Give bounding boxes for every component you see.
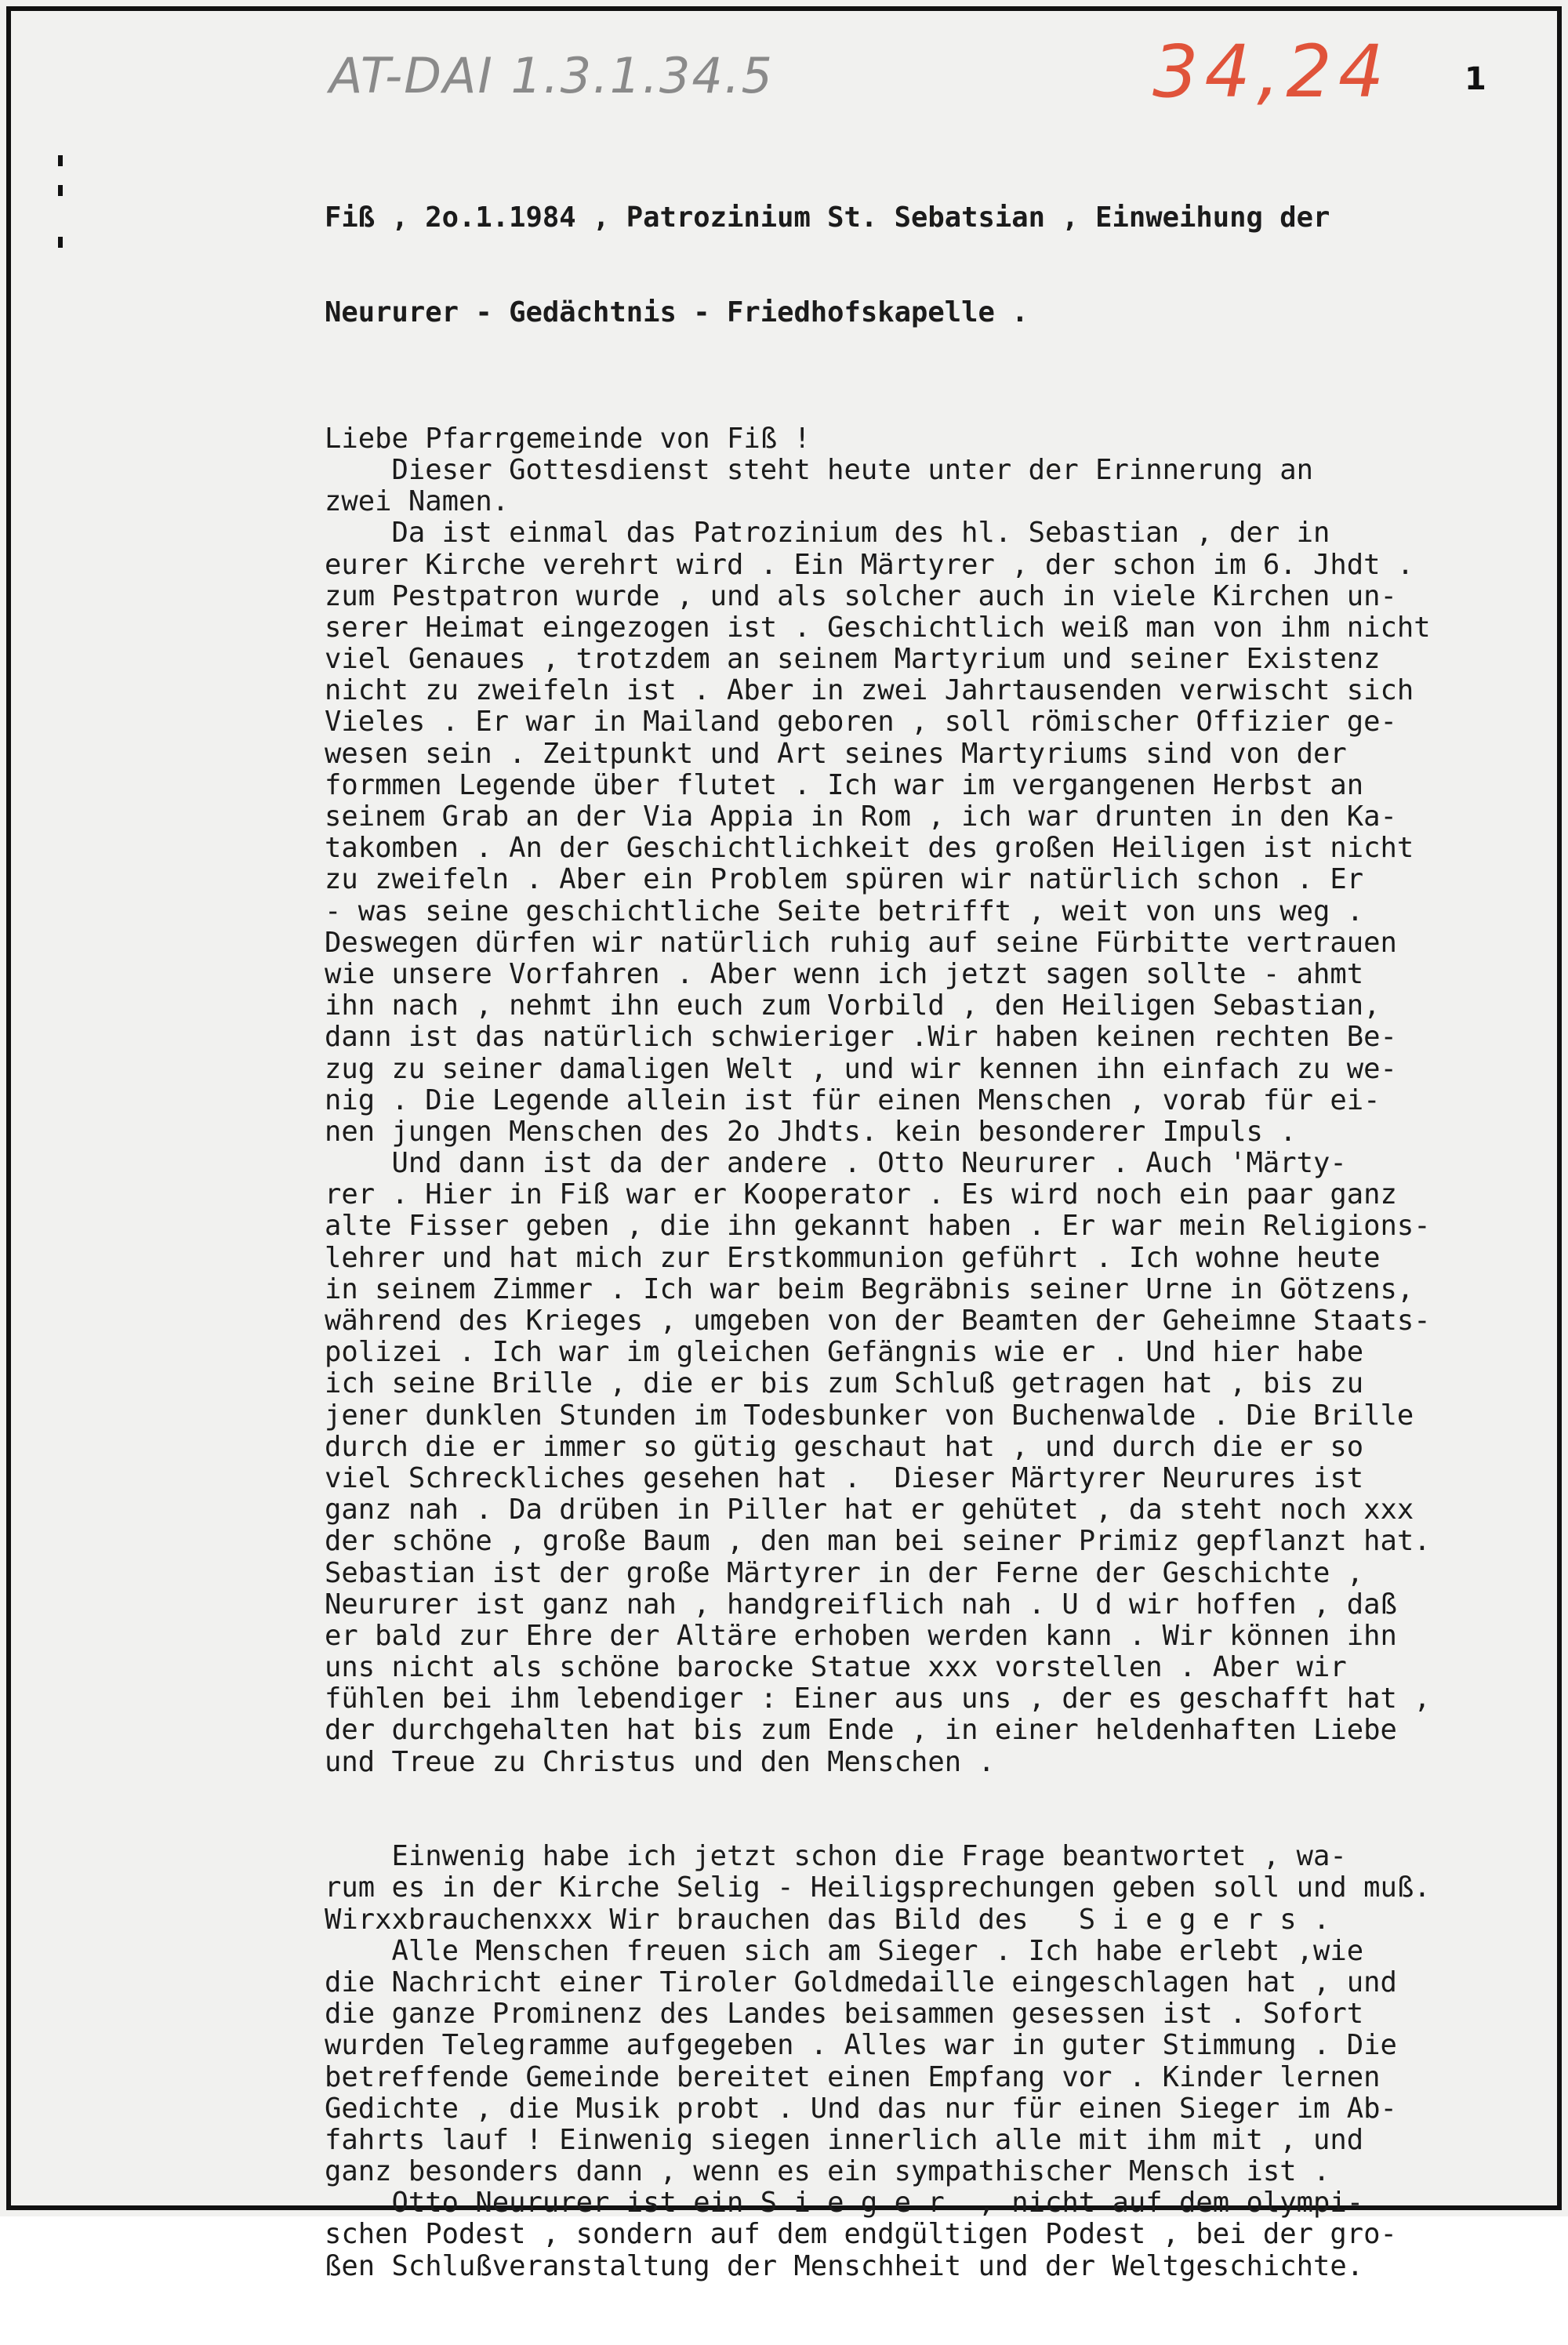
text-line: uns nicht als schöne barocke Statue xxx vorstellen . Aber wir xyxy=(325,1651,1347,1684)
text-line: Deswegen dürfen wir natürlich ruhig auf seine Fürbitte vertrauen xyxy=(325,926,1397,959)
text-line: alte Fisser geben , die ihn gekannt haben . Er war mein Religions- xyxy=(325,1210,1431,1243)
text-line: Neururer ist ganz nah , handgreiflich nah . U d wir hoffen , daß xyxy=(325,1588,1397,1621)
text-line: seinem Grab an der Via Appia in Rom , ich war drunten in den Ka- xyxy=(325,800,1397,833)
text-line: Da ist einmal das Patrozinium des hl. Sebastian , der in xyxy=(325,517,1330,550)
margin-mark xyxy=(58,237,63,248)
text-line: takomben . An der Geschichtlichkeit des großen Heiligen ist nicht xyxy=(325,832,1414,865)
text-line: Dieser Gottesdienst steht heute unter der Erinnerung an xyxy=(325,453,1313,486)
text-line xyxy=(325,392,1548,423)
text-line: ßen Schlußveranstaltung der Menschheit und der Weltgeschichte. xyxy=(325,2249,1364,2282)
text-line: wurden Telegramme aufgegeben . Alles war in guter Stimmung . Die xyxy=(325,2029,1397,2062)
text-line: rum es in der Kirche Selig - Heiligsprechungen geben soll und muß. xyxy=(325,1871,1431,1904)
text-line: ganz besonders dann , wenn es ein sympathischer Mensch ist . xyxy=(325,2155,1330,2188)
text-line: ganz nah . Da drüben in Piller hat er gehütet , da steht noch xxx xyxy=(325,1494,1414,1526)
margin-mark xyxy=(58,185,63,196)
text-line: jener dunklen Stunden im Todesbunker von Buchenwalde . Die Brille xyxy=(325,1399,1414,1432)
text-line: rer . Hier in Fiß war er Kooperator . Es wird noch ein paar ganz xyxy=(325,1178,1397,1211)
text-line: fahrts lauf ! Einwenig siegen innerlich alle mit ihm mit , und xyxy=(325,2123,1364,2156)
text-line: wesen sein . Zeitpunkt und Art seines Martyriums sind von der xyxy=(325,737,1347,770)
text-line: dann ist das natürlich schwieriger .Wir haben keinen rechten Be- xyxy=(325,1021,1397,1054)
folio-number: 34,24 xyxy=(1152,30,1391,114)
heading-line: Fiß , 2o.1.1984 , Patrozinium St. Sebatsian , Einweihung der xyxy=(325,201,1330,234)
text-line: während des Krieges , umgeben von der Beamten der Geheimne Staats- xyxy=(325,1305,1431,1338)
text-line: betreffende Gemeinde bereitet einen Empfang vor . Kinder lernen xyxy=(325,2060,1381,2093)
text-line: und Treue zu Christus und den Menschen . xyxy=(325,1745,995,1778)
margin-mark xyxy=(58,155,63,166)
page-number: 1 xyxy=(1465,61,1486,97)
text-line: nicht zu zweifeln ist . Aber in zwei Jahrtausenden verwischt sich xyxy=(325,674,1414,707)
text-line: Einwenig habe ich jetzt schon die Frage beantwortet , wa- xyxy=(325,1840,1347,1873)
text-line xyxy=(325,1778,1548,1810)
text-line: wie unsere Vorfahren . Aber wenn ich jetzt sagen sollte - ahmt xyxy=(325,957,1364,990)
text-line: - was seine geschichtliche Seite betrifft , weit von uns weg . xyxy=(325,895,1364,927)
text-line: die Nachricht einer Tiroler Goldmedaille eingeschlagen hat , und xyxy=(325,1966,1397,1998)
text-line: Sebastian ist der große Märtyrer in der Ferne der Geschichte , xyxy=(325,1556,1364,1589)
text-line: zu zweifeln . Aber ein Problem spüren wir natürlich schon . Er xyxy=(325,863,1364,896)
text-line: viel Genaues , trotzdem an seinem Martyrium und seiner Existenz xyxy=(325,643,1381,676)
text-line: Otto Neururer ist ein S i e g e r , nicht auf dem olympi- xyxy=(325,2187,1364,2220)
typed-text xyxy=(325,140,1548,2345)
body-text xyxy=(325,392,1548,2282)
text-line: ich seine Brille , die er bis zum Schluß getragen hat , bis zu xyxy=(325,1367,1364,1400)
text-line: Und dann ist da der andere . Otto Neururer . Auch 'Märty- xyxy=(325,1147,1347,1180)
text-line: in seinem Zimmer . Ich war beim Begräbnis seiner Urne in Götzens, xyxy=(325,1272,1414,1305)
text-line: lehrer und hat mich zur Erstkommunion geführt . Ich wohne heute xyxy=(325,1241,1381,1274)
text-line: zum Pestpatron wurde , und als solcher auch in viele Kirchen un- xyxy=(325,579,1397,612)
text-line: die ganze Prominenz des Landes beisammen gesessen ist . Sofort xyxy=(325,1998,1364,2031)
text-line: serer Heimat eingezogen ist . Geschichtlich weiß man von ihm nicht xyxy=(325,611,1431,644)
text-line: ihn nach , nehmt ihn euch zum Vorbild , den Heiligen Sebastian, xyxy=(325,989,1381,1022)
text-line: formmen Legende über flutet . Ich war im vergangenen Herbst an xyxy=(325,768,1364,801)
text-line: Alle Menschen freuen sich am Sieger . Ich habe erlebt ,wie xyxy=(325,1934,1364,1967)
text-line: Wirxxbrauchenxxx Wir brauchen das Bild des S i e g e r s . xyxy=(325,1903,1330,1936)
text-line: Liebe Pfarrgemeinde von Fiß ! xyxy=(325,422,811,455)
text-line: Vieles . Er war in Mailand geboren , soll römischer Offizier ge- xyxy=(325,706,1397,739)
text-line: der schöne , große Baum , den man bei seiner Primiz gepflanzt hat. xyxy=(325,1525,1431,1558)
text-line: fühlen bei ihm lebendiger : Einer aus uns , der es geschafft hat , xyxy=(325,1683,1431,1715)
heading-line: Neururer - Gedächtnis - Friedhofskapelle . xyxy=(325,296,1029,329)
text-line: Gedichte , die Musik probt . Und das nur für einen Sieger im Ab- xyxy=(325,2092,1397,2125)
text-line: der durchgehalten hat bis zum Ende , in einer heldenhaften Liebe xyxy=(325,1714,1397,1747)
text-line: zwei Namen. xyxy=(325,485,510,518)
text-line: polizei . Ich war im gleichen Gefängnis wie er . Und hier habe xyxy=(325,1336,1364,1369)
text-line: nig . Die Legende allein ist für einen Menschen , vorab für ei- xyxy=(325,1084,1381,1116)
text-line: eurer Kirche verehrt wird . Ein Märtyrer , der schon im 6. Jhdt . xyxy=(325,548,1414,581)
text-line: viel Schreckliches gesehen hat . Dieser Märtyrer Neurures ist xyxy=(325,1461,1364,1494)
text-line: nen jungen Menschen des 2o Jhdts. kein besonderer Impuls . xyxy=(325,1115,1297,1148)
text-line: er bald zur Ehre der Altäre erhoben werden kann . Wir können ihn xyxy=(325,1619,1397,1652)
text-line: schen Podest , sondern auf dem endgültigen Podest , bei der gro- xyxy=(325,2218,1397,2251)
text-line: zug zu seiner damaligen Welt , und wir kennen ihn einfach zu we- xyxy=(325,1052,1397,1085)
text-line: durch die er immer so gütig geschaut hat , und durch die er so xyxy=(325,1430,1364,1463)
archive-reference: AT-DAI 1.3.1.34.5 xyxy=(329,47,774,104)
text-line xyxy=(325,1810,1548,1841)
